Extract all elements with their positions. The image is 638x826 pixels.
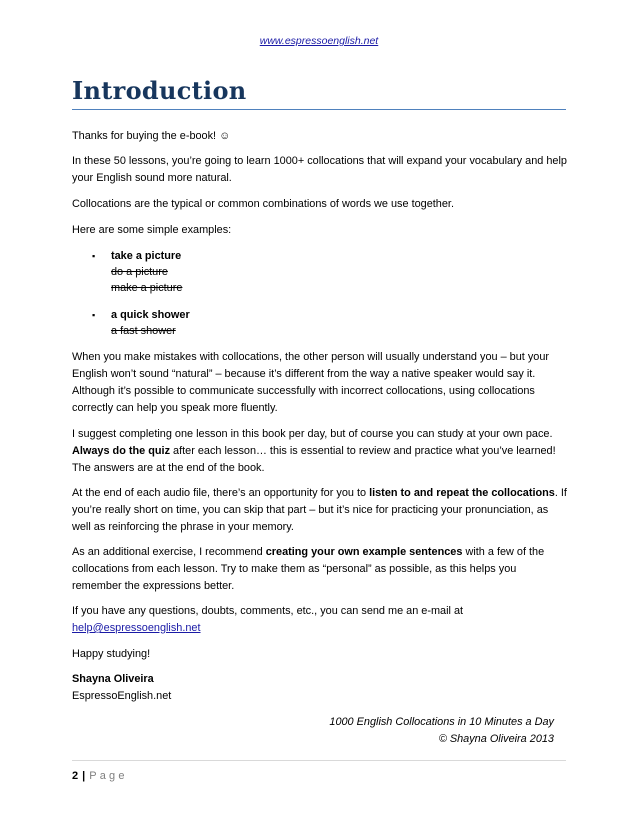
- paragraph-5-text: I suggest completing one lesson in this book per day, but of course you can study at your own pace.: [72, 428, 553, 440]
- signature-site: EspressoEnglish.net: [72, 690, 172, 702]
- paragraph-9: Happy studying!: [72, 648, 151, 660]
- page-title: Introduction: [72, 76, 247, 105]
- intro-paragraph-2: Collocations are the typical or common combinations of words we use together.: [72, 198, 454, 210]
- page-word: Page: [89, 770, 128, 782]
- email-link[interactable]: help@espressoenglish.net: [72, 622, 201, 634]
- book-credit: [329, 714, 554, 748]
- example-2: [111, 307, 190, 339]
- paragraph-7-text: As an additional exercise, I recommend: [72, 546, 266, 558]
- paragraph-6: [72, 485, 567, 536]
- paragraph-5: [72, 426, 567, 477]
- title-underline: [72, 109, 566, 110]
- intro-paragraph-3: Here are some simple examples:: [72, 224, 232, 236]
- signature-name: Shayna Oliveira: [72, 673, 154, 685]
- bullet-icon: ▪: [92, 310, 96, 320]
- paragraph-6-text: . If you’re really short on time, you can skip that part – but it’s nice for practicing your pronunciation, as well as reinforcing the phrase in your memory.: [72, 487, 567, 533]
- page-number-separator: |: [82, 770, 86, 782]
- example-wrong: do a picture: [111, 266, 168, 278]
- example-1: [111, 248, 182, 296]
- paragraph-5-text: after each lesson… this is essential to review and practice what you’ve learned! The answers are at the end of the book.: [72, 445, 556, 474]
- page-number: [72, 770, 128, 782]
- example-wrong: a fast shower: [111, 325, 176, 337]
- paragraph-8: [72, 603, 567, 637]
- example-wrong: make a picture: [111, 282, 183, 294]
- paragraph-6-bold: listen to and repeat the collocations: [369, 487, 555, 499]
- paragraph-7-text: with a few of the collocations from each lesson. Try to make them as “personal” as possible, as this helps you remember the expressions better.: [72, 546, 545, 592]
- thanks-paragraph: Thanks for buying the e-book! ☺: [72, 130, 231, 142]
- book-title: 1000 English Collocations in 10 Minutes a Day: [329, 716, 554, 728]
- paragraph-5-bold: Always do the quiz: [72, 445, 171, 457]
- footer-divider: [72, 760, 566, 761]
- bullet-icon: ▪: [92, 251, 96, 261]
- paragraph-4: When you make mistakes with collocations, the other person will usually understand you – but your English won’t sound “natural” – because it’s different from the way a native speaker would say it. Although it’s possible to communicate successfully with incorrect collocations, using collocations correctly can help you speak more fluently.: [72, 351, 550, 414]
- header-url-link[interactable]: www.espressoenglish.net: [259, 35, 379, 47]
- paragraph-7-bold: creating your own example sentences: [265, 546, 463, 558]
- book-copyright: © Shayna Oliveira 2013: [438, 733, 554, 745]
- paragraph-7: [72, 544, 567, 595]
- page-number-value: 2: [72, 770, 79, 782]
- paragraph-6-text: At the end of each audio file, there’s an opportunity for you to: [72, 487, 370, 499]
- example-correct: take a picture: [111, 250, 182, 262]
- example-correct: a quick shower: [111, 309, 190, 321]
- signature: [72, 671, 567, 705]
- paragraph-8-text: If you have any questions, doubts, comments, etc., you can send me an e-mail at: [72, 605, 464, 617]
- intro-paragraph-1: In these 50 lessons, you’re going to learn 1000+ collocations that will expand your vocabulary and help your English sound more natural.: [72, 155, 567, 184]
